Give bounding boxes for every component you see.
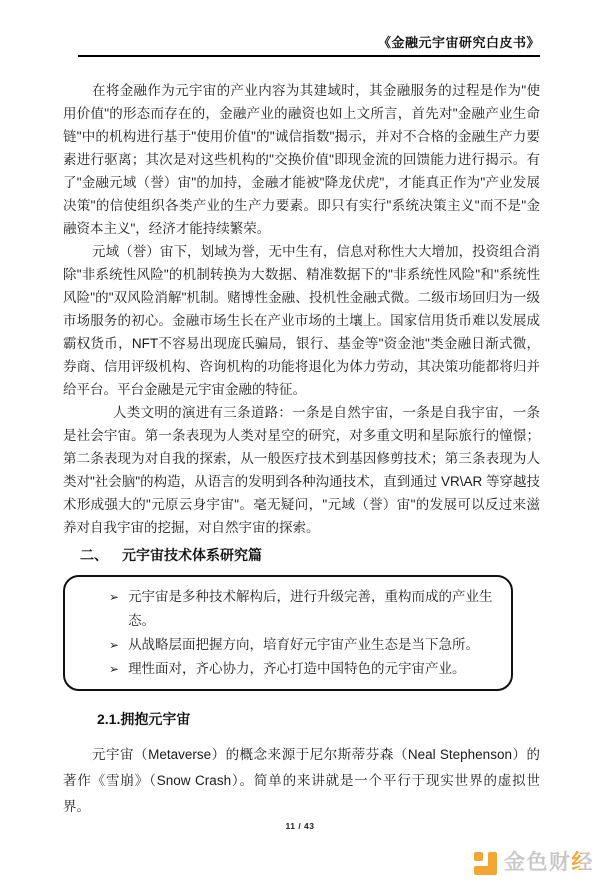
page-footer (0, 821, 600, 831)
key-points-box (63, 575, 513, 691)
key-point-item (109, 585, 499, 633)
paragraph-metaverse-origin: 元宇宙（Metaverse）的概念来源于尼尔斯蒂芬森（Neal Stephenson）的著作《雪崩》（Snow Crash）。简单的来讲就是一个平行于现实世界的虚拟世界。 (63, 747, 540, 814)
key-point-text: 元宇宙是多种技术解构后，进行升级完善，重构而成的产业生态。 (128, 589, 493, 628)
header-divider (78, 55, 540, 57)
section-title: 元宇宙技术体系研究篇 (122, 547, 262, 563)
jinse-logo-text (504, 851, 594, 875)
arrow-bullet-icon: ➢ (109, 638, 120, 652)
page-content (63, 79, 540, 820)
section-heading (80, 545, 540, 565)
section-number: 二、 (80, 547, 108, 563)
page-header (0, 32, 600, 57)
key-point-text: 理性面对，齐心协力，齐心打造中国特色的元宇宙产业。 (128, 661, 466, 676)
document-title: 《金融元宇宙研究白皮书》 (377, 35, 540, 50)
arrow-bullet-icon: ➢ (109, 662, 120, 676)
key-point-item (109, 657, 499, 681)
paragraph-yuzhou-risk: 元域（誉）宙下，划域为誉，无中生有，信息对称性大大增加，投资组合消除"非系统性风险"的机制转换为大数据、精准数据下的"非系统性风险"和"系统性风险"的"双风险消解"机制。赌博性金融、投机性金融式微。二级市场回归为一级市场服务的初心。金融市场生长在产业市场的土壤上。国家信用货币难以发展成霸权货币，NFT不容易出现庞氏骗局，银行、基金等"资金池"类金融日渐式微，券商、信用评级机构、咨询机构的功能将退化为体力劳动，其决策功能都将归并给平台。平台金融是元宇宙金融的特征。 (63, 244, 540, 397)
jinse-logo-icon (474, 851, 498, 875)
page-number: 11 / 43 (285, 821, 315, 831)
key-point-text: 从战略层面把握方向，培育好元宇宙产业生态是当下急所。 (128, 637, 480, 652)
subsection-heading: 2.1.拥抱元宇宙 (97, 711, 191, 727)
paragraph-three-paths: 人类文明的演进有三条道路：一条是自然宇宙，一条是自我宇宙，一条是社会宇宙。第一条表现为人类对星空的研究，对多重文明和星际旅行的憧憬；第二条表现为对自我的探索，从一般医疗技术到基因修剪技术；第三条表现为人类对"社会脑"的构造，从语言的发明到各种沟通技术，直到通过 VR\AR 等穿越技术形成强大的"元原云身宇宙"。毫无疑问，"元域（誉）宙"的发展可以反过来滋养对自我宇宙的挖掘，对自然宇宙的探索。 (63, 405, 540, 535)
arrow-bullet-icon: ➢ (109, 590, 120, 604)
paragraph-finance-as-content: 在将金融作为元宇宙的产业内容为其建域时，其金融服务的过程是作为"使用价值"的形态而存在的，金融产业的融资也如上文所言，首先对"金融产业生命链"中的机构进行基于"使用价值"的"诚信指数"揭示，并对不合格的金融生产力要素进行驱离；其次是对这些机构的"交换价值"即现金流的回馈能力进行揭示。有了"金融元域（誉）宙"的加持，金融才能被"降龙伏虎"，才能真正作为"产业发展决策"的信使组织各类产业的生产力要素。即只有实行"系统决策主义"而不是"金融资本主义"，经济才能持续繁荣。 (63, 83, 540, 236)
logo-text-accent: 经 (571, 851, 594, 874)
document-page (0, 32, 600, 874)
logo-text-gray: 金色财 (504, 851, 572, 874)
key-point-item (109, 633, 499, 657)
jinse-finance-logo (474, 851, 594, 875)
